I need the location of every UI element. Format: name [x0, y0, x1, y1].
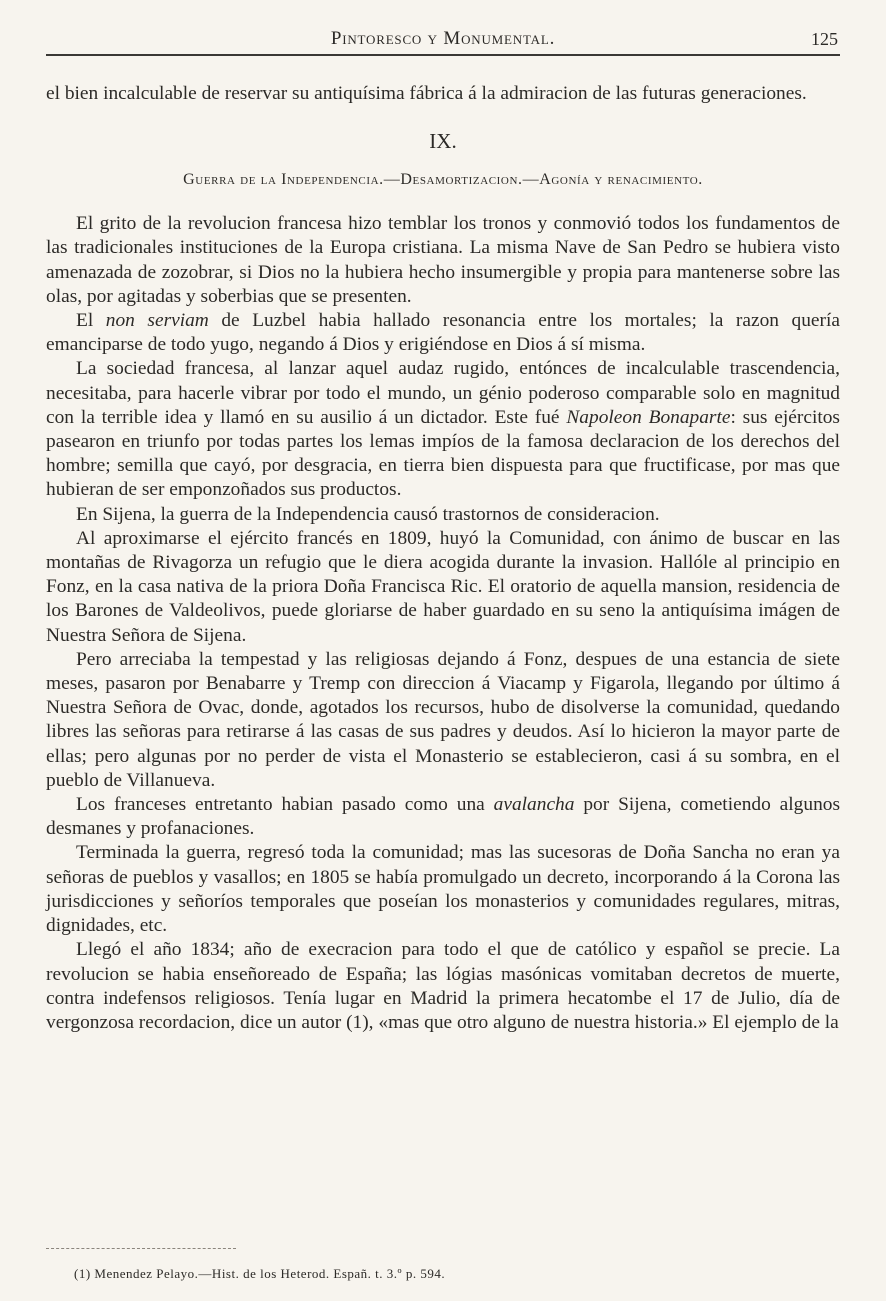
- italic-phrase: non serviam: [105, 310, 209, 332]
- running-header: [46, 26, 840, 56]
- footnote-divider: [46, 1248, 236, 1250]
- paragraph-text: Los franceses entretanto habian pasado como una: [76, 794, 494, 816]
- paragraph-tempest: Pero arreciaba la tempestad y las religiosas dejando á Fonz, despues de una estancia de siete meses, pasaron por Benabarre y Tremp con direccion á Viacamp y Figarola, llegando por último á Nuestra Señora de Ovac, donde, agotados los recursos, hubo de disolverse la comunidad, quedando libres las señoras para retirarse á las casas de sus padres y deudos. Así lo hicieron la mayor parte de ellas; pero algunas por no perder de vista el Monasterio se establecieron, casi á su sombra, en el pueblo de Villanueva.: [46, 648, 840, 791]
- footnote: (1) Menendez Pelayo.—Hist. de los Heterod. Españ. t. 3.º p. 594.: [74, 1266, 446, 1281]
- main-text: [46, 82, 840, 1035]
- paragraph-war-ended: Terminada la guerra, regresó toda la comunidad; mas las sucesoras de Doña Sancha no eran ya señoras de pueblos y vasallos; en 1805 se había promulgado un decreto, incorporando á la Corona las jurisdicciones y señoríos temporales que poseían los monasterios y comunidades regulares, mitras, dignidades, etc.: [46, 842, 840, 937]
- paragraph-text: por Sijena, cometiendo algunos desmanes y profanaciones.: [46, 794, 841, 840]
- chapter-number: IX.: [429, 129, 457, 154]
- paragraph-revolution: El grito de la revolucion francesa hizo temblar los tronos y conmovió todos los fundamentos de las tradicionales instituciones de la Europa cristiana. La misma Nave de San Pedro se hubiera visto amenazada de zozobrar, si Dios no la hubiera hecho insumergible y propia para mantenerse sobre las olas, por agitadas y soberbias que se presenten.: [46, 213, 840, 307]
- page-number: 125: [811, 29, 838, 49]
- intro-paragraph: el bien incalculable de reservar su antiquísima fábrica á la admiracion de las futuras generaciones.: [46, 83, 807, 104]
- paragraph-sijena-war: En Sijena, la guerra de la Independencia causó trastornos de consideracion.: [76, 503, 660, 525]
- paragraph-non-serviam: [46, 309, 840, 357]
- running-title: Pintoresco y Monumental.: [330, 28, 556, 49]
- chapter-title: Guerra de la Independencia.—Desamortizacion.—Agonía y renacimiento.: [183, 171, 703, 189]
- paragraph-community-flight: Al aproximarse el ejército francés en 1809, huyó la Comunidad, con ánimo de buscar en las montañas de Rivagorza un refugio que le diera acogida durante la invasion. Hallóle al principio en Fonz, en la casa nativa de la priora Doña Francisca Ric. El oratorio de aquella mansion, residencia de los Barones de Valdeolivos, puede gloriarse de haber guardado en su seno la antiquísima imágen de Nuestra Señora de Sijena.: [46, 527, 840, 646]
- paragraph-text: : sus ejércitos pasearon en triunfo por todas partes los lemas impíos de la famosa declaracion de los derechos del hombre; semilla que cayó, por desgracia, en tierra bien dispuesta para que fructificase, por mas que hubieran de ser emponzoñados sus productos.: [46, 406, 840, 501]
- paragraph-text: La sociedad francesa, al lanzar aquel audaz rugido, entónces de incalculable trascendencia, necesitaba, para hacerle vibrar por todo el mundo, un génio poderoso comparable solo en magnitud con la terrible idea y llamó en su ausilio á un dictador. Este fué: [46, 358, 840, 428]
- italic-name: Napoleon Bonaparte: [566, 406, 731, 428]
- paragraph-1834: Llegó el año 1834; año de execracion para todo el que de católico y español se precie. La revolucion se habia enseñoreado de España; las lógias masónicas vomitaban decretos de muerte, contra indefensos religiosos. Tenía lugar en Madrid la primera hecatombe el 17 de Julio, día de vergonzosa recordacion, dice un autor (1), «mas que otro alguno de nuestra historia.» El ejemplo de la: [46, 939, 840, 1033]
- paragraph-text: El: [76, 310, 106, 332]
- paragraph-french-avalanche: [46, 793, 840, 841]
- paragraph-napoleon: [46, 357, 840, 502]
- paragraph-text: de Luzbel habia hallado resonancia entre los mortales; la razon quería emanciparse de todo yugo, negando á Dios y erigiéndose en Dios á sí misma.: [46, 310, 840, 356]
- italic-word: avalancha: [493, 794, 575, 816]
